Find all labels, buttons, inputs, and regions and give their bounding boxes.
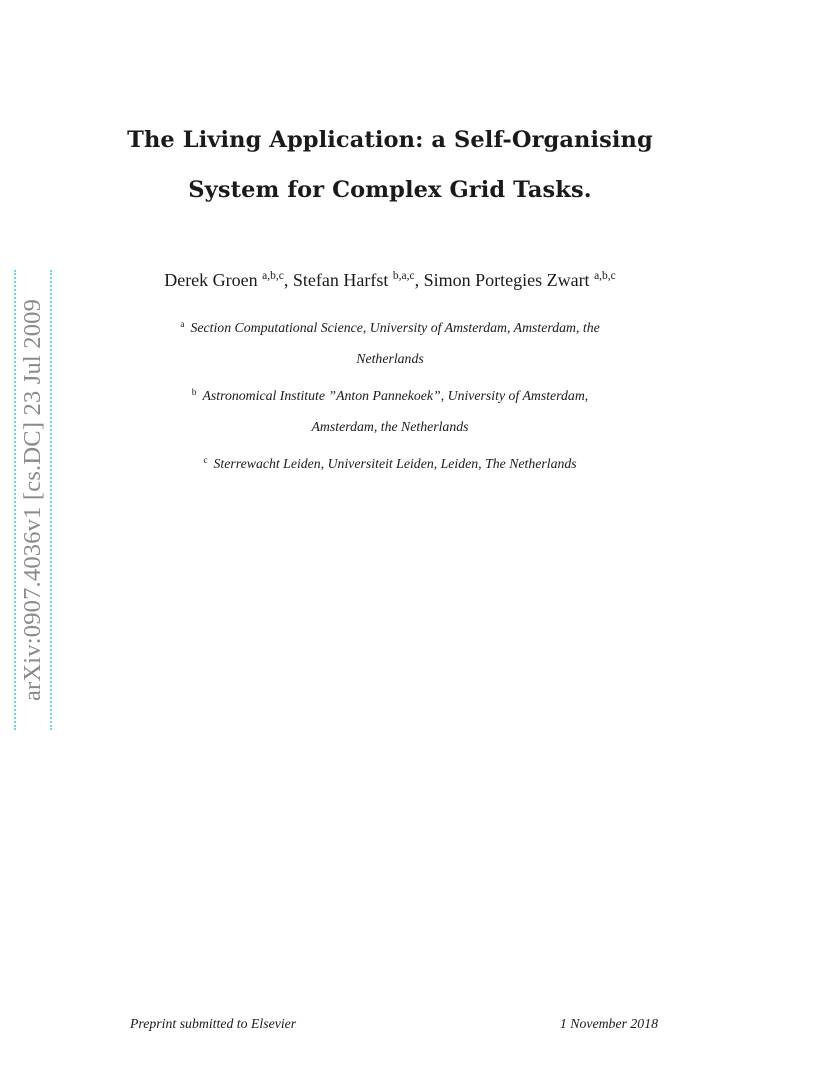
- affiliation-mark: b: [191, 388, 197, 398]
- author-separator: ,: [414, 270, 424, 290]
- preprint-date: 1 November 2018: [559, 1016, 658, 1031]
- affiliation-text: Astronomical Institute ”Anton Pannekoek”, University of Amsterdam,: [202, 388, 589, 403]
- arxiv-identifier[interactable]: arXiv:0907.4036v1 [cs.DC] 23 Jul 2009: [19, 298, 46, 702]
- affiliation-c: [0, 456, 804, 472]
- affiliation-mark: a: [180, 320, 185, 330]
- affiliation-a: [0, 320, 804, 336]
- affiliation-b: [0, 388, 804, 404]
- author-list: [0, 270, 804, 291]
- affiliation-b-continued: Amsterdam, the Netherlands: [311, 419, 469, 434]
- affiliation-text: Sterrewacht Leiden, Universiteit Leiden, Leiden, The Netherlands: [213, 456, 577, 471]
- author-name: Stefan Harfst: [292, 270, 389, 290]
- author-name: Simon Portegies Zwart: [423, 270, 590, 290]
- author-affiliation-marks: b,a,c: [392, 270, 415, 282]
- paper-title-line-1: The Living Application: a Self-Organising: [127, 127, 653, 153]
- author-affiliation-marks: a,b,c: [594, 270, 616, 282]
- affiliation-mark: c: [203, 456, 208, 466]
- author-name: Derek Groen: [164, 270, 258, 290]
- preprint-notice: Preprint submitted to Elsevier: [130, 1016, 297, 1031]
- author-affiliation-marks: a,b,c: [262, 270, 284, 282]
- affiliation-text: Section Computational Science, University of Amsterdam, Amsterdam, the: [190, 320, 600, 335]
- paper-title-line-2: System for Complex Grid Tasks.: [188, 177, 592, 203]
- author-separator: ,: [283, 270, 293, 290]
- affiliation-a-continued: Netherlands: [356, 351, 424, 366]
